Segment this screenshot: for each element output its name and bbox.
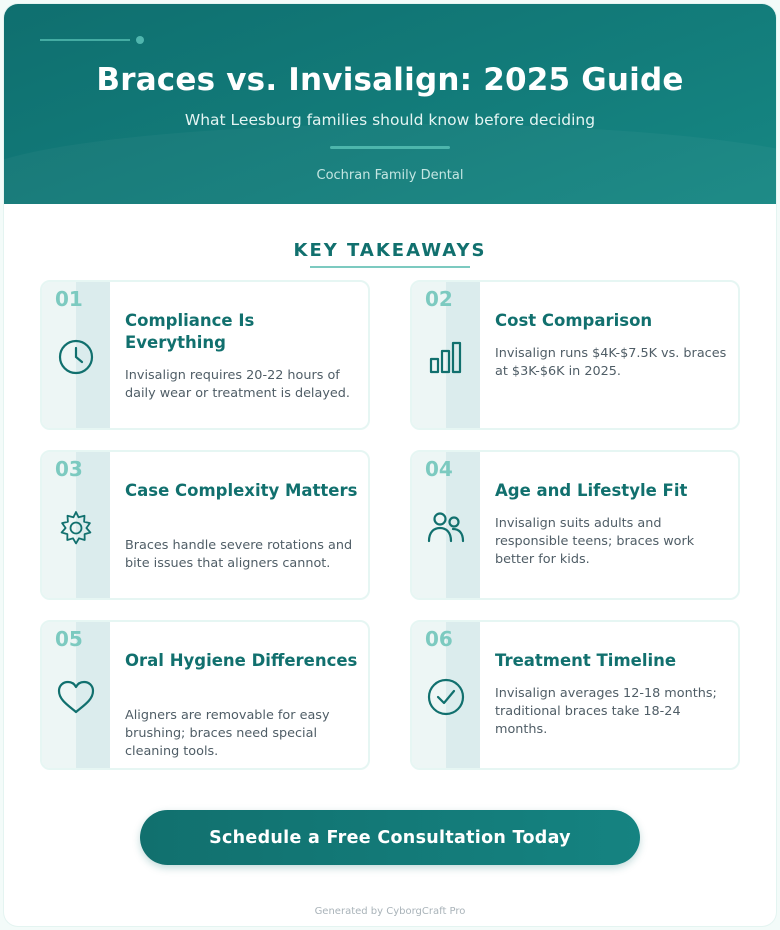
card-number: 03 — [55, 457, 83, 481]
takeaway-card-1 — [40, 280, 370, 430]
card-description: Aligners are removable for easy brushing; braces need special cleaning tools. — [125, 708, 330, 759]
takeaway-card-6 — [410, 620, 740, 770]
bar-chart-icon — [426, 337, 466, 377]
header-banner — [4, 4, 776, 204]
card-number: 02 — [425, 287, 453, 311]
page-subtitle: What Leesburg families should know before deciding — [184, 111, 596, 129]
page-title: Braces vs. Invisalign: 2025 Guide — [96, 62, 684, 98]
heart-icon — [56, 677, 96, 717]
header-accent-line — [40, 39, 130, 41]
card-title: Cost Comparison — [495, 311, 653, 330]
check-circle-icon — [426, 677, 466, 717]
card-number: 01 — [55, 287, 83, 311]
section-underline — [310, 266, 470, 268]
card-description: Invisalign requires 20-22 hours of daily wear or treatment is delayed. — [125, 368, 350, 401]
header-divider — [330, 146, 450, 149]
card-title: Case Complexity Matters — [125, 481, 358, 500]
footer-credit: Generated by CyborgCraft Pro — [314, 906, 466, 917]
takeaway-card-4 — [410, 450, 740, 600]
takeaway-card-3 — [40, 450, 370, 600]
header-accent-dot — [136, 36, 144, 44]
takeaway-card-5 — [40, 620, 370, 770]
card-title: Treatment Timeline — [495, 651, 677, 670]
section-title: KEY TAKEAWAYS — [293, 240, 487, 261]
card-number: 06 — [425, 627, 453, 651]
card-description: Invisalign suits adults and responsible teens; braces work better for kids. — [495, 516, 695, 567]
takeaway-card-2 — [410, 280, 740, 430]
clock-icon — [56, 337, 96, 377]
users-icon — [426, 507, 466, 547]
schedule-consultation-button[interactable]: Schedule a Free Consultation Today — [140, 810, 640, 865]
card-number: 04 — [425, 457, 453, 481]
card-number: 05 — [55, 627, 83, 651]
card-title: Age and Lifestyle Fit — [495, 481, 688, 500]
card-title: Compliance Is Everything — [125, 311, 255, 352]
card-description: Invisalign runs $4K-$7.5K vs. braces at $3K-$6K in 2025. — [495, 346, 727, 379]
card-title: Oral Hygiene Differences — [125, 651, 358, 670]
brand-name: Cochran Family Dental — [316, 168, 464, 183]
card-description: Braces handle severe rotations and bite issues that aligners cannot. — [125, 538, 353, 571]
header-wave-decoration — [4, 124, 776, 204]
card-description: Invisalign averages 12-18 months; traditional braces take 18-24 months. — [495, 686, 717, 737]
page-frame — [4, 4, 776, 926]
gear-icon — [56, 507, 96, 547]
